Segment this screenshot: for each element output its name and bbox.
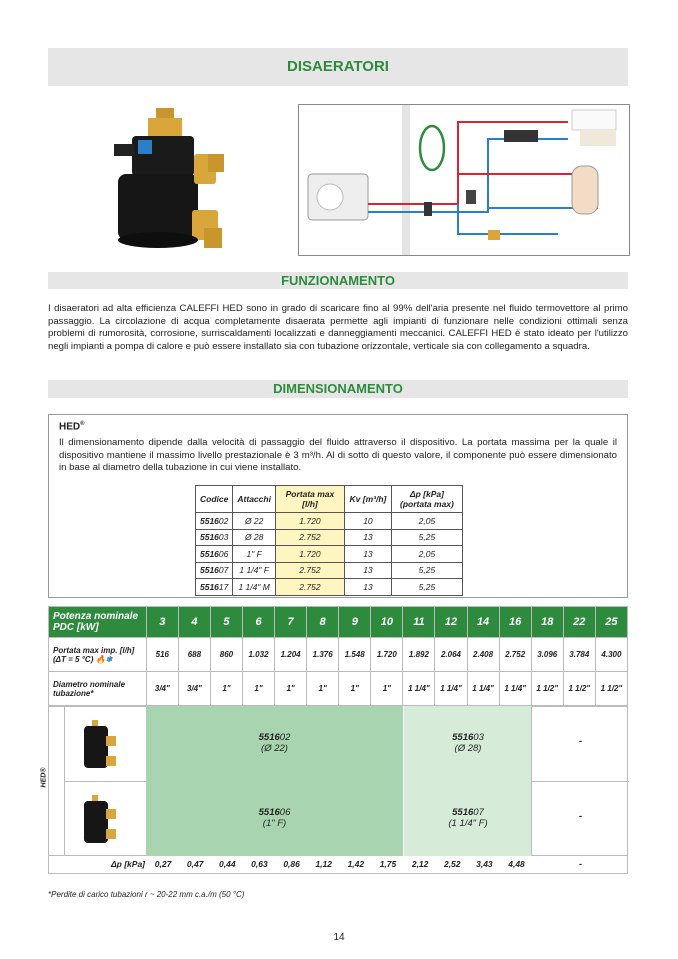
diametro-cell: 1 1/4" — [499, 672, 531, 706]
diametro-cell: 1" — [275, 672, 307, 706]
page-number: 14 — [333, 932, 345, 943]
portata-cell: 1.720 — [371, 638, 403, 672]
col-portata: Portata max [l/h] — [275, 486, 344, 513]
hed-side-label: HED® — [40, 767, 48, 788]
potenza-label: Potenza nominale PDC [kW] — [49, 607, 147, 638]
cell-portata: 1.720 — [275, 513, 344, 530]
cell-portata: 2.752 — [275, 562, 344, 579]
dp-cell: 0,63 — [251, 859, 268, 869]
cell-attacchi: Ø 28 — [233, 529, 276, 546]
cell-kv: 13 — [344, 546, 391, 563]
dp-cell: 2,52 — [443, 859, 461, 869]
cell-codice: 551602 — [196, 513, 233, 530]
portata-cell: 1.204 — [275, 638, 307, 672]
portata-cell: 1.032 — [242, 638, 274, 672]
cell-portata: 2.752 — [275, 529, 344, 546]
spec-row — [196, 513, 463, 530]
portata-cell: 2.064 — [435, 638, 467, 672]
diametro-cell: 1 1/2" — [531, 672, 563, 706]
potenza-cell: 12 — [435, 607, 467, 638]
diametro-cell: 1 1/4" — [435, 672, 467, 706]
cell-kv: 10 — [344, 513, 391, 530]
potenza-cell: 5 — [210, 607, 242, 638]
spec-row — [196, 562, 463, 579]
col-kv: Kv [m³/h] — [344, 486, 391, 513]
cell-attacchi: 1 1/4" M — [233, 579, 276, 596]
cell-attacchi: 1" F — [233, 546, 276, 563]
dp-dash: - — [579, 859, 582, 869]
hed-text: Il dimensionamento dipende dalla velocità di passaggio del fluido attraverso il dispositivo. La portata massima per la quale il dispositivo mantiene il massimo livello prestazionale è 3 m³/h. Al di sotto di questo valore, il componente può essere dimensionato in base al diametro della tubazione in cui viene installato. — [59, 437, 617, 473]
diametro-cell: 1" — [210, 672, 242, 706]
portata-cell: 516 — [146, 638, 178, 672]
selection-551607: 551607 (1 1/4" F) — [403, 781, 532, 856]
diametro-cell: 1" — [339, 672, 371, 706]
potenza-cell: 11 — [403, 607, 435, 638]
portata-cell: 860 — [210, 638, 242, 672]
dp-cell: 1,42 — [347, 859, 365, 869]
portata-cell: 4.300 — [595, 638, 627, 672]
cell-codice: 551606 — [196, 546, 233, 563]
selection-none-1: - — [531, 706, 629, 782]
portata-cell: 2.752 — [499, 638, 531, 672]
footnote: *Perdite di carico tubazioni r ~ 20-22 mm c.a./m (50 °C) — [48, 890, 245, 899]
col-dp: Δp [kPa] (portata max) — [391, 486, 462, 513]
diametro-label: Diametro nominale tubazione* — [49, 672, 147, 706]
installation-diagram — [298, 104, 630, 256]
col-attacchi: Attacchi — [233, 486, 276, 513]
diametro-cell: 1" — [242, 672, 274, 706]
dp-cell: 3,43 — [476, 859, 493, 869]
diametro-cell: 3/4" — [178, 672, 210, 706]
diametro-cell: 3/4" — [146, 672, 178, 706]
cell-dp: 2,05 — [391, 546, 462, 563]
cell-dp: 5,25 — [391, 529, 462, 546]
cell-attacchi: 1 1/4" F — [233, 562, 276, 579]
dp-cell: 0,86 — [283, 859, 300, 869]
cell-codice: 551603 — [196, 529, 233, 546]
diametro-cell: 1" — [371, 672, 403, 706]
potenza-cell: 4 — [178, 607, 210, 638]
cell-kv: 13 — [344, 529, 391, 546]
dp-label: Δp [kPa] — [110, 859, 145, 869]
diametro-cell: 1 1/2" — [595, 672, 627, 706]
selection-551603: 551603 (Ø 28) — [403, 706, 532, 782]
cell-dp: 5,25 — [391, 562, 462, 579]
cell-portata: 2.752 — [275, 579, 344, 596]
selection-551606: 551606 (1" F) — [146, 781, 403, 856]
potenza-cell: 18 — [531, 607, 563, 638]
potenza-cell: 7 — [275, 607, 307, 638]
hed-box — [48, 414, 628, 598]
potenza-cell: 10 — [371, 607, 403, 638]
spec-row — [196, 579, 463, 596]
dp-cell: 1,12 — [315, 859, 332, 869]
cell-codice: 551617 — [196, 579, 233, 596]
diametro-cell: 1 1/2" — [563, 672, 595, 706]
potenza-cell: 16 — [499, 607, 531, 638]
cell-attacchi: Ø 22 — [233, 513, 276, 530]
potenza-cell: 3 — [146, 607, 178, 638]
page-title: DISAERATORI — [48, 48, 628, 86]
cell-dp: 2,05 — [391, 513, 462, 530]
dp-cell: 1,75 — [379, 859, 397, 869]
potenza-cell: 8 — [307, 607, 339, 638]
dp-cell: 4,48 — [508, 859, 525, 869]
cell-codice: 551607 — [196, 562, 233, 579]
hed-spec-table — [195, 485, 463, 596]
cell-kv: 13 — [344, 579, 391, 596]
portata-cell: 3.784 — [563, 638, 595, 672]
potenza-cell: 22 — [563, 607, 595, 638]
potenza-cell: 9 — [339, 607, 371, 638]
potenza-cell: 25 — [595, 607, 627, 638]
diametro-cell: 1" — [307, 672, 339, 706]
portata-cell: 2.408 — [467, 638, 499, 672]
section-dimensionamento: DIMENSIONAMENTO — [48, 380, 628, 398]
flame-icon: 🔥 — [95, 654, 106, 664]
portata-cell: 1.892 — [403, 638, 435, 672]
portata-label: Portata max imp. [l/h] (ΔT = 5 °C) 🔥❄ — [49, 638, 147, 672]
dp-cell: 0,47 — [186, 859, 204, 869]
diametro-cell: 1 1/4" — [467, 672, 499, 706]
dp-cell: 0,27 — [154, 859, 172, 869]
spec-row — [196, 546, 463, 563]
sizing-table — [48, 606, 628, 706]
portata-cell: 1.376 — [307, 638, 339, 672]
hed-title: HED® — [59, 421, 85, 433]
product-image — [108, 104, 232, 256]
dp-cell: 2,12 — [411, 859, 429, 869]
cell-dp: 5,25 — [391, 579, 462, 596]
product-thumb-2 — [64, 781, 147, 856]
selection-none-2: - — [531, 781, 629, 856]
snowflake-icon: ❄ — [105, 654, 113, 664]
section-funzionamento: FUNZIONAMENTO — [48, 272, 628, 289]
dp-cell: 0,44 — [219, 859, 236, 869]
spec-row — [196, 529, 463, 546]
portata-cell: 688 — [178, 638, 210, 672]
cell-portata: 1.720 — [275, 546, 344, 563]
potenza-cell: 14 — [467, 607, 499, 638]
dp-row — [48, 856, 628, 874]
product-thumb-1 — [64, 706, 147, 782]
funzionamento-text: I disaeratori ad alta efficienza CALEFFI HED sono in grado di scaricare fino al 99% dell'aria presente nel fluido termovettore al primo passaggio. La circolazione di acqua completamente disaerata permette agli impianti di funzionare nelle condizioni ottimali senza problemi di rumorosità, corrosione, surriscaldamenti localizzati e danneggiamenti meccanici. CALEFFI HED è stato ideato per l'utilizzo negli impianti a pompa di calore e può essere installato sia con tubazione orizzontale, verticale sia con collegamento a squadra. — [48, 303, 628, 352]
hed-side-label-box — [40, 706, 65, 856]
potenza-cell: 6 — [242, 607, 274, 638]
selection-551602: 551602 (Ø 22) — [146, 706, 403, 782]
portata-cell: 3.096 — [531, 638, 563, 672]
col-codice: Codice — [196, 486, 233, 513]
portata-cell: 1.548 — [339, 638, 371, 672]
diametro-cell: 1 1/4" — [403, 672, 435, 706]
cell-kv: 13 — [344, 562, 391, 579]
